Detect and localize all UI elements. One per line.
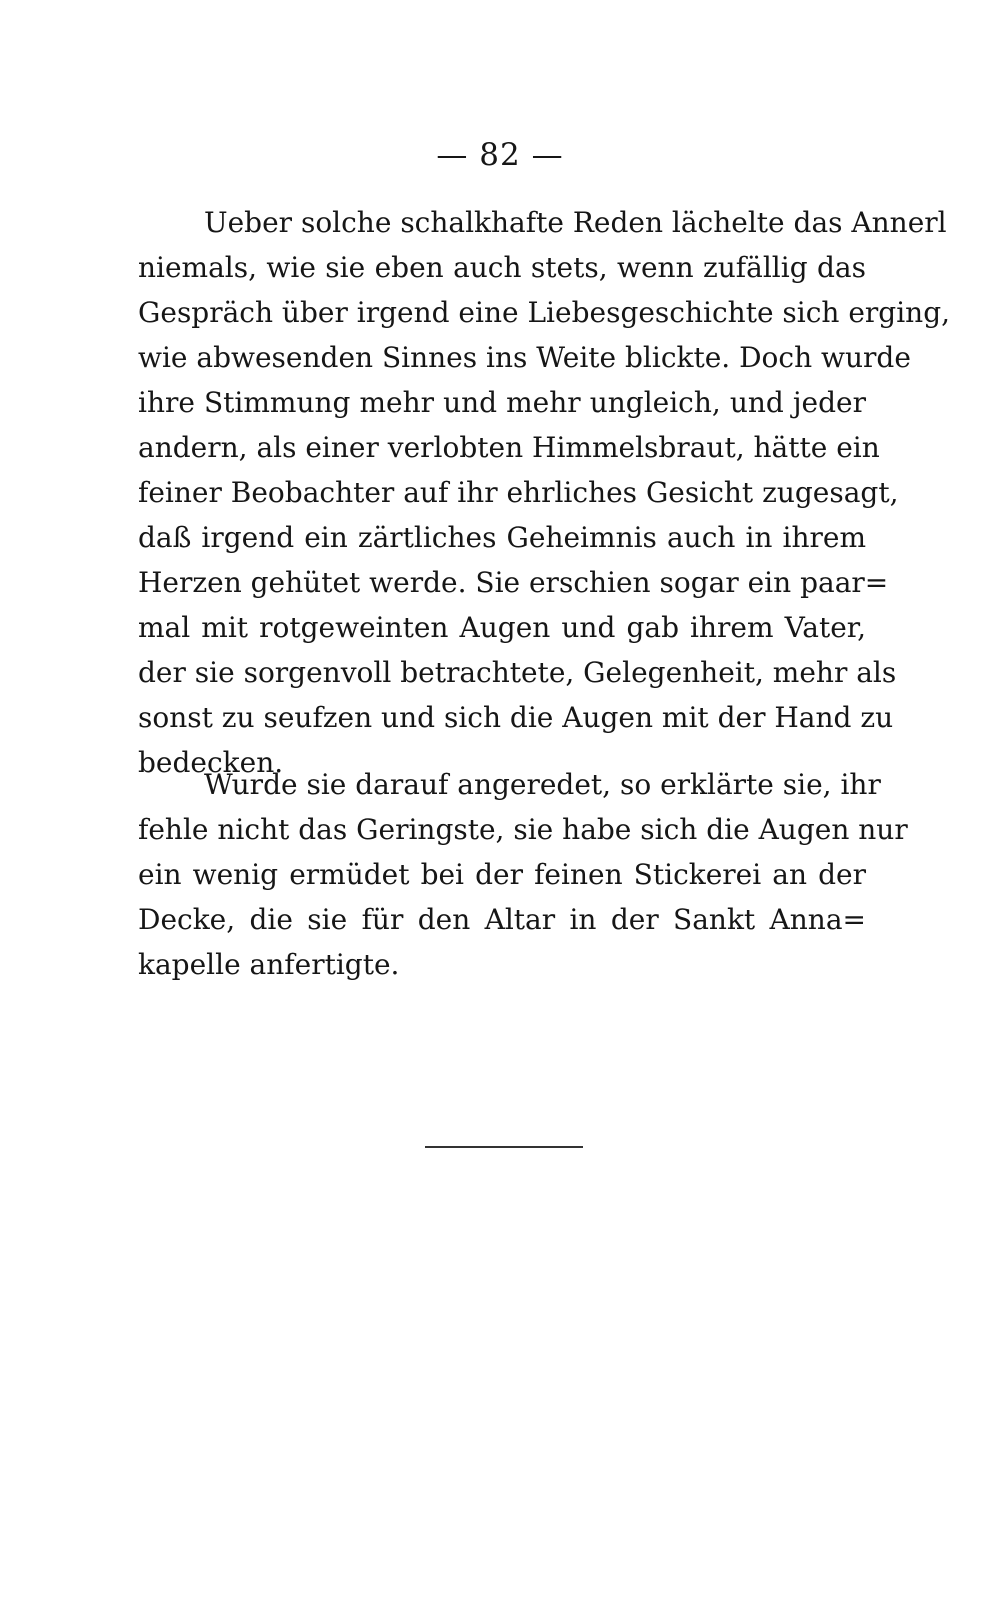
paragraph-2: [138, 762, 908, 987]
section-end-rule: [425, 1146, 583, 1148]
text-line: Decke, die sie für den Altar in der Sankt Anna=: [138, 903, 866, 936]
text-line: Wurde sie darauf angeredet, so erklärte sie, ihr: [204, 768, 881, 801]
text-line: ein wenig ermüdet bei der feinen Stickerei an der: [138, 858, 866, 891]
text-line: kapelle anfertigte.: [138, 948, 400, 981]
text-line: Ueber solche schalkhafte Reden lächelte das Annerl: [204, 206, 947, 239]
text-line: niemals, wie sie eben auch stets, wenn zufällig das: [138, 251, 866, 284]
text-line: ihre Stimmung mehr und mehr ungleich, und jeder: [138, 386, 866, 419]
text-line: bedecken.: [138, 746, 284, 779]
text-line: Gespräch über irgend eine Liebesgeschichte sich erging,: [138, 296, 951, 329]
text-line: feiner Beobachter auf ihr ehrliches Gesicht zugesagt,: [138, 476, 899, 509]
text-line: daß irgend ein zärtliches Geheimnis auch in ihrem: [138, 521, 866, 554]
text-line: mal mit rotgeweinten Augen und gab ihrem Vater,: [138, 611, 866, 644]
paragraph-1: [138, 200, 951, 785]
text-line: fehle nicht das Geringste, sie habe sich die Augen nur: [138, 813, 908, 846]
text-line: andern, als einer verlobten Himmelsbraut, hätte ein: [138, 431, 880, 464]
page-number: — 82 —: [436, 137, 564, 173]
text-line: Herzen gehütet werde. Sie erschien sogar ein paar=: [138, 566, 889, 599]
text-line: wie abwesenden Sinnes ins Weite blickte. Doch wurde: [138, 341, 911, 374]
text-line: der sie sorgenvoll betrachtete, Gelegenheit, mehr als: [138, 656, 897, 689]
text-line: sonst zu seufzen und sich die Augen mit der Hand zu: [138, 701, 894, 734]
